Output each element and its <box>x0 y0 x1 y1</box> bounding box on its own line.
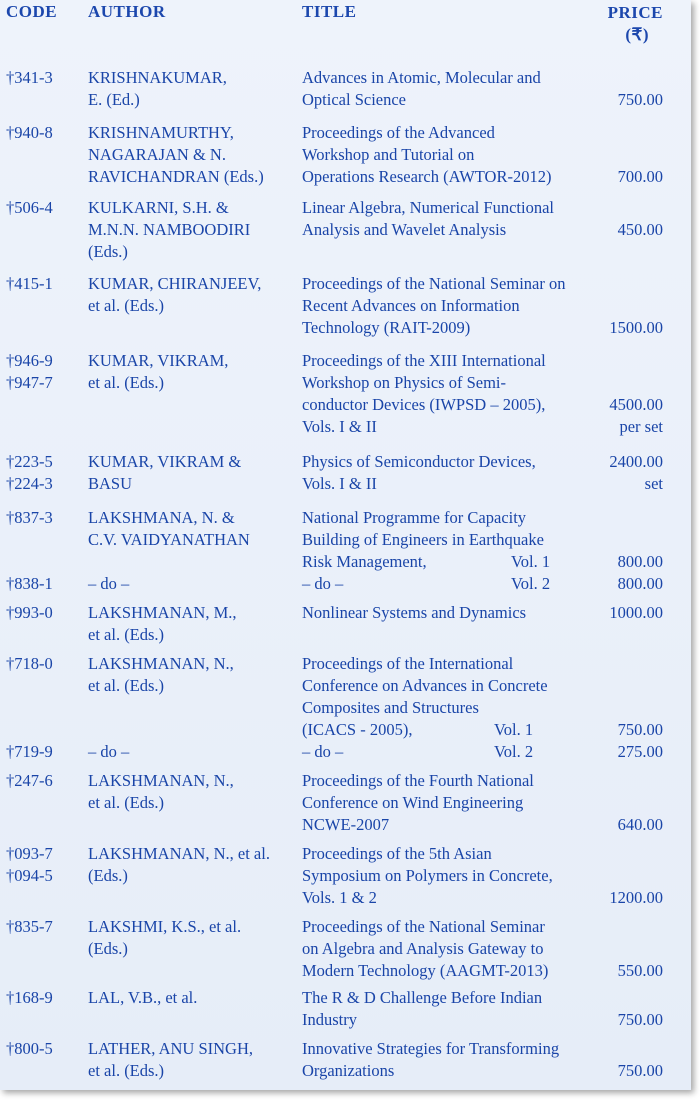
header-code: CODE <box>6 2 58 21</box>
header-price-currency: (₹) <box>625 25 649 44</box>
header-title: TITLE <box>302 2 357 21</box>
row-title: Proceedings of the Fourth National Conference on Wind Engineering NCWE-2007 <box>302 771 534 834</box>
row-title: – do – <box>302 742 344 761</box>
row-title: Advances in Atomic, Molecular and Optical Science <box>302 68 541 109</box>
row-volume: Vol. 2 <box>494 742 534 761</box>
row-title: Innovative Strategies for Transforming Organizations <box>302 1039 560 1080</box>
row-price: 1500.00 <box>609 318 663 337</box>
row-price: 4500.00 per set <box>609 395 663 436</box>
row-code: †718-0 <box>6 654 53 673</box>
row-price: 550.00 <box>617 961 663 980</box>
row-title: Proceedings of the 5th Asian Symposium on Polymers in Concrete, Vols. 1 & 2 <box>302 844 553 907</box>
row-author: LATHER, ANU SINGH, et al. (Eds.) <box>88 1039 253 1080</box>
row-code: †800-5 <box>6 1039 53 1058</box>
row-title: – do – <box>302 574 344 593</box>
row-title: Proceedings of the National Seminar on Recent Advances on Information Technology (RAIT-2009) <box>302 274 566 337</box>
row-author: LAKSHMI, K.S., et al. (Eds.) <box>88 917 242 958</box>
row-title: Proceedings of the International Conference on Advances in Concrete Composites and Structures (ICACS - 2005), <box>302 654 548 739</box>
row-code: †168-9 <box>6 988 53 1007</box>
row-author: LAKSHMANAN, N., et al. (Eds.) <box>88 771 234 812</box>
row-title: The R & D Challenge Before Indian Industry <box>302 988 543 1029</box>
row-author: KRISHNAKUMAR, E. (Ed.) <box>88 68 227 109</box>
header-price-label: PRICE <box>607 3 663 22</box>
row-author: LAKSHMANAN, N., et al. (Eds.) <box>88 844 270 885</box>
row-price: 700.00 <box>617 167 663 186</box>
row-code: †838-1 <box>6 574 53 593</box>
row-price: 750.00 <box>617 90 663 109</box>
row-price: 2400.00 set <box>609 452 663 493</box>
row-price: 450.00 <box>617 220 663 239</box>
row-code: †940-8 <box>6 123 53 142</box>
row-code: †506-4 <box>6 198 53 217</box>
row-title: Linear Algebra, Numerical Functional Analysis and Wavelet Analysis <box>302 198 554 239</box>
row-author: – do – <box>88 574 130 593</box>
row-author: KULKARNI, S.H. & M.N.N. NAMBOODIRI (Eds.) <box>88 198 251 261</box>
row-title: Proceedings of the XIII International Workshop on Physics of Semi- conductor Devices (IWPSD – 2005), Vols. I & II <box>302 351 546 436</box>
row-author: LAKSHMANAN, M., et al. (Eds.) <box>88 603 237 644</box>
row-code: †415-1 <box>6 274 53 293</box>
row-volume: Vol. 2 <box>511 574 551 593</box>
row-code: †247-6 <box>6 771 53 790</box>
row-code: †993-0 <box>6 603 53 622</box>
row-price: 275.00 <box>617 742 663 761</box>
row-title: Physics of Semiconductor Devices, Vols. I & II <box>302 452 536 493</box>
row-author: KUMAR, VIKRAM & BASU <box>88 452 242 493</box>
row-code: †837-3 <box>6 508 53 527</box>
row-price: 750.00 <box>617 720 663 739</box>
header-author: AUTHOR <box>88 2 166 21</box>
row-code: †946-9 †947-7 <box>6 351 53 392</box>
row-price: 800.00 <box>617 552 663 571</box>
row-title: Proceedings of the National Seminar on Algebra and Analysis Gateway to Modern Technology (AAGMT-2013) <box>302 917 549 980</box>
row-price: 750.00 <box>617 1061 663 1080</box>
row-author: – do – <box>88 742 130 761</box>
row-author: LAKSHMANA, N. & C.V. VAIDYANATHAN <box>88 508 250 549</box>
row-author: KRISHNAMURTHY, NAGARAJAN & N. RAVICHANDRAN (Eds.) <box>88 123 264 186</box>
row-code: †223-5 †224-3 <box>6 452 53 493</box>
row-author: KUMAR, VIKRAM, et al. (Eds.) <box>88 351 229 392</box>
row-author: LAKSHMANAN, N., et al. (Eds.) <box>88 654 234 695</box>
header-price <box>586 2 663 46</box>
row-title: National Programme for Capacity Building of Engineers in Earthquake Risk Management, <box>302 508 544 571</box>
row-author: KUMAR, CHIRANJEEV, et al. (Eds.) <box>88 274 262 315</box>
row-code: †341-3 <box>6 68 53 87</box>
row-author: LAL, V.B., et al. <box>88 988 198 1007</box>
row-price: 800.00 <box>617 574 663 593</box>
row-volume: Vol. 1 <box>511 552 551 571</box>
row-price: 1200.00 <box>609 888 663 907</box>
row-code: †835-7 <box>6 917 53 936</box>
row-title: Proceedings of the Advanced Workshop and Tutorial on Operations Research (AWTOR-2012) <box>302 123 552 186</box>
row-price: 640.00 <box>617 815 663 834</box>
row-code: †093-7 †094-5 <box>6 844 53 885</box>
row-price: 750.00 <box>617 1010 663 1029</box>
row-code: †719-9 <box>6 742 53 761</box>
row-price: 1000.00 <box>609 603 663 622</box>
row-volume: Vol. 1 <box>494 720 534 739</box>
row-title: Nonlinear Systems and Dynamics <box>302 603 527 622</box>
